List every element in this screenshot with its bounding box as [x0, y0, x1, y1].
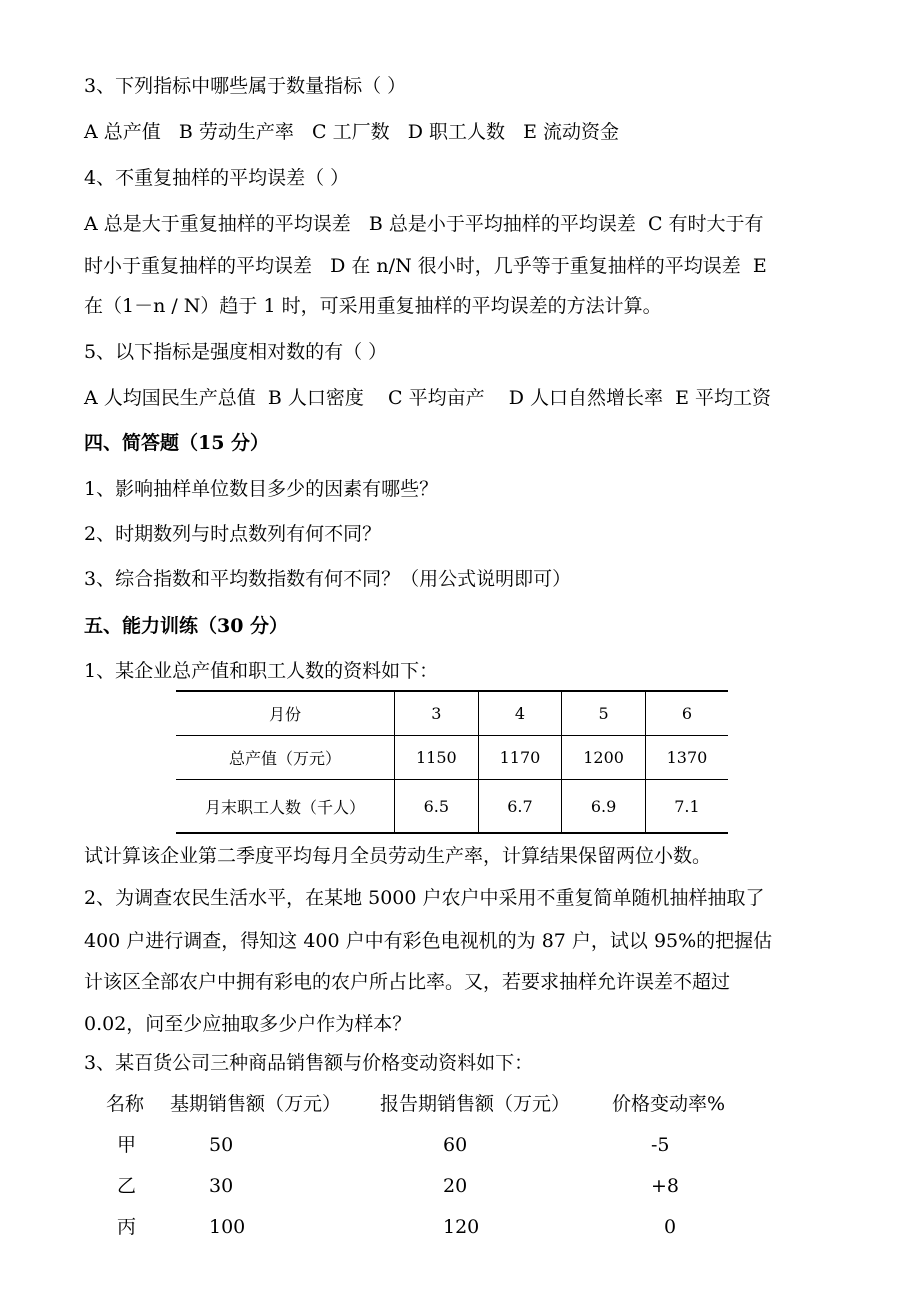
problem2-line2: 400 户进行调查，得知这 400 户中有彩色电视机的为 87 户，试以 95%的把握估 — [84, 930, 773, 952]
section4-item-1: 1、影响抽样单位数目多少的因素有哪些？ — [84, 478, 439, 500]
price-table-header-change: 价格变动率% — [612, 1093, 726, 1115]
table-cell: 4 — [478, 691, 562, 736]
price-table-cell: 乙 — [117, 1175, 137, 1197]
table-row — [176, 691, 728, 736]
table-row — [176, 736, 728, 780]
section4-item-2: 2、时期数列与时点数列有何不同？ — [84, 523, 382, 545]
q5-options: A 人均国民生产总值 B 人口密度 C 平均亩产 D 人口自然增长率 E 平均工资 — [84, 387, 771, 409]
table-cell: 6.5 — [395, 780, 479, 834]
table-cell: 总产值（万元） — [176, 736, 395, 780]
problem3-intro: 3、某百货公司三种商品销售额与价格变动资料如下： — [84, 1052, 534, 1074]
table-cell: 5 — [562, 691, 646, 736]
table-cell: 1150 — [395, 736, 479, 780]
q4-line2: 时小于重复抽样的平均误差 D 在 n/N 很小时，几乎等于重复抽样的平均误差 E — [84, 255, 767, 277]
table-cell: 6 — [645, 691, 728, 736]
table-cell: 1370 — [645, 736, 728, 780]
price-table-cell: 20 — [443, 1175, 468, 1197]
price-table-cell: 甲 — [117, 1134, 137, 1156]
output-labor-table — [176, 690, 728, 834]
q3-question: 3、下列指标中哪些属于数量指标（ ） — [84, 75, 407, 97]
section5-heading: 五、能力训练（30 分） — [84, 615, 289, 637]
q4-line1: A 总是大于重复抽样的平均误差 B 总是小于平均抽样的平均误差 C 有时大于有 — [84, 213, 764, 235]
q4-line3: 在（1－n / N）趋于 1 时，可采用重复抽样的平均误差的方法计算。 — [84, 295, 662, 317]
problem2-line3: 计该区全部农户中拥有彩电的农户所占比率。又，若要求抽样允许误差不超过 — [84, 971, 731, 993]
table-cell: 1170 — [478, 736, 562, 780]
price-table-cell: 50 — [209, 1134, 234, 1156]
problem1-intro: 1、某企业总产值和职工人数的资料如下： — [84, 660, 439, 682]
price-table-cell: 0 — [664, 1216, 677, 1238]
q5-question: 5、以下指标是强度相对数的有（ ） — [84, 341, 388, 363]
price-table-cell: +8 — [651, 1175, 680, 1197]
price-table-cell: 100 — [209, 1216, 246, 1238]
price-table-cell: 60 — [443, 1134, 468, 1156]
table-cell: 月份 — [176, 691, 395, 736]
q4-question: 4、不重复抽样的平均误差（ ） — [84, 167, 350, 189]
table-row — [176, 780, 728, 834]
problem2-line4: 0.02，问至少应抽取多少户作为样本？ — [84, 1013, 412, 1035]
section4-item-3: 3、综合指数和平均数指数有何不同？（用公式说明即可） — [84, 568, 572, 590]
table-cell: 1200 — [562, 736, 646, 780]
price-table-cell: 120 — [443, 1216, 480, 1238]
price-table-header-base: 基期销售额（万元） — [170, 1093, 342, 1115]
problem2-line1: 2、为调查农民生活水平，在某地 5000 户农户中采用不重复简单随机抽样抽取了 — [84, 887, 765, 909]
problem1-task: 试计算该企业第二季度平均每月全员劳动生产率，计算结果保留两位小数。 — [84, 845, 712, 867]
price-table-header-name: 名称 — [106, 1093, 145, 1115]
q3-options: A 总产值 B 劳动生产率 C 工厂数 D 职工人数 E 流动资金 — [84, 121, 619, 143]
table-cell: 3 — [395, 691, 479, 736]
price-table-cell: -5 — [651, 1134, 670, 1156]
table-cell: 6.7 — [478, 780, 562, 834]
table-cell: 7.1 — [645, 780, 728, 834]
table-cell: 6.9 — [562, 780, 646, 834]
price-table-cell: 丙 — [117, 1216, 137, 1238]
table-cell: 月末职工人数（千人） — [176, 780, 395, 834]
price-table-cell: 30 — [209, 1175, 234, 1197]
price-table-header-report: 报告期销售额（万元） — [380, 1093, 571, 1115]
section4-heading: 四、简答题（15 分） — [84, 432, 270, 454]
